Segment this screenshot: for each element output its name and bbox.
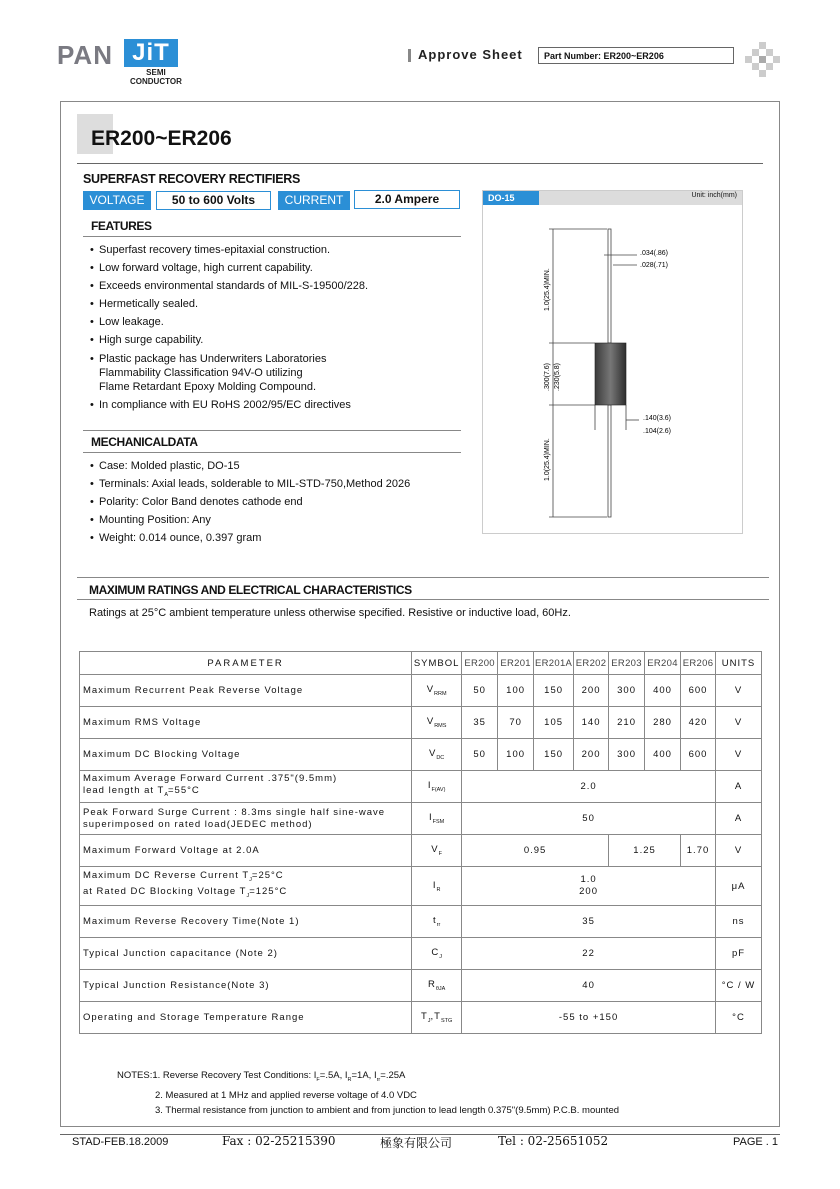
list-item: • Hermetically sealed. — [90, 298, 199, 310]
mechanical-divider-top — [83, 430, 461, 431]
param-cell: Typical Junction capacitance (Note 2) — [80, 938, 412, 970]
logo-conductor-line: CONDUCTOR — [130, 77, 182, 86]
approve-sheet-label: Approve Sheet — [418, 47, 523, 62]
value-cell: 100 — [498, 739, 534, 771]
symbol-cell: $T_J,T_{STG}$ — [412, 1002, 462, 1034]
unit-cell: V — [716, 675, 762, 707]
value-cell: 400 — [645, 739, 681, 771]
mechanical-divider — [83, 452, 461, 453]
list-item: • High surge capability. — [90, 334, 204, 346]
title-divider — [77, 163, 763, 164]
table-row — [80, 906, 762, 938]
param-cell: Maximum Average Forward Current .375"(9.5mm) lead length at $T_A=55^\circ C$ — [80, 771, 412, 803]
list-item: • Superfast recovery times-epitaxial construction. — [90, 244, 331, 256]
symbol-cell: $t_{rr}$ — [412, 906, 462, 938]
body-length-min: .230(5.8) — [554, 362, 561, 391]
note-2: 2. Measured at 1 MHz and applied reverse voltage of 4.0 VDC — [155, 1090, 417, 1101]
value-cell: 400 — [645, 675, 681, 707]
ratings-heading: MAXIMUM RATINGS AND ELECTRICAL CHARACTERISTICS — [89, 583, 412, 597]
value-cell: 150 — [534, 675, 574, 707]
value-cell: 210 — [609, 707, 645, 739]
value-cell: 1.25 — [609, 835, 681, 867]
value-cell: 50 — [462, 803, 716, 835]
symbol-cell: $V_{RRM}$ — [412, 675, 462, 707]
logo-semi-line: SEMI — [146, 68, 166, 77]
table-row — [80, 771, 762, 803]
param-cell: Typical Junction Resistance(Note 3) — [80, 970, 412, 1002]
body-dia-max: .140(3.6) — [643, 415, 672, 422]
table-row — [80, 970, 762, 1002]
list-item: • Weight: 0.014 ounce, 0.397 gram — [90, 532, 262, 544]
table-header-row — [80, 652, 762, 675]
value-cell: 22 — [462, 938, 716, 970]
value-cell: 200 — [574, 675, 609, 707]
value-cell: 200 — [574, 739, 609, 771]
param-cell: Operating and Storage Temperature Range — [80, 1002, 412, 1034]
ratings-divider — [77, 599, 769, 600]
current-tag: CURRENT — [278, 191, 350, 210]
unit-cell: °C / W — [716, 970, 762, 1002]
col-header: ER200 — [462, 652, 498, 675]
ratings-note: Ratings at 25°C ambient temperature unless otherwise specified. Resistive or inductive load, 60Hz. — [89, 607, 571, 619]
decorative-squares — [745, 42, 781, 78]
value-cell: 600 — [681, 675, 716, 707]
param-cell: Maximum Recurrent Peak Reverse Voltage — [80, 675, 412, 707]
value-cell: 100 — [498, 675, 534, 707]
voltage-value: 50 to 600 Volts — [156, 191, 271, 210]
list-item: • Polarity: Color Band denotes cathode end — [90, 496, 303, 508]
doc-code: STAD-FEB.18.2009 — [72, 1136, 169, 1148]
notes — [117, 1068, 619, 1118]
table-row — [80, 739, 762, 771]
value-cell: 300 — [609, 739, 645, 771]
value-cell: 2.0 — [462, 771, 716, 803]
value-cell: 105 — [534, 707, 574, 739]
approve-sheet-marker — [408, 49, 411, 62]
package-name: DO-15 — [483, 191, 539, 205]
diagram-unit: Unit: inch(mm) — [691, 192, 737, 199]
param-cell: Maximum DC Reverse Current $T_J=25^\circ C$ at Rated DC Blocking Voltage $T_J=125^\circ C$ — [80, 867, 412, 906]
diagram-header — [483, 191, 742, 205]
col-header: ER201 — [498, 652, 534, 675]
unit-cell: ns — [716, 906, 762, 938]
unit-cell: pF — [716, 938, 762, 970]
table-row — [80, 675, 762, 707]
unit-cell: μA — [716, 867, 762, 906]
part-number-value: ER200~ER206 — [603, 51, 664, 61]
symbol-cell: $C_J$ — [412, 938, 462, 970]
lead-length-bottom: 1.0(25.4)MIN. — [544, 438, 551, 481]
list-item: • Mounting Position: Any — [90, 514, 211, 526]
list-item: • In compliance with EU RoHS 2002/95/EC directives — [90, 399, 351, 411]
current-value: 2.0 Ampere — [354, 190, 460, 209]
unit-cell: A — [716, 803, 762, 835]
table-row — [80, 867, 762, 906]
fax-number: Fax : 02-25215390 — [222, 1134, 336, 1148]
value-cell: 420 — [681, 707, 716, 739]
ratings-table — [79, 651, 762, 1034]
value-cell: 40 — [462, 970, 716, 1002]
param-cell: Maximum Reverse Recovery Time(Note 1) — [80, 906, 412, 938]
value-cell: 1.0 200 — [462, 867, 716, 906]
value-cell: 600 — [681, 739, 716, 771]
list-item: • Terminals: Axial leads, solderable to MIL-STD-750,Method 2026 — [90, 478, 411, 490]
tel-number: Tel : 02-25651052 — [498, 1134, 609, 1148]
value-cell: 50 — [462, 739, 498, 771]
col-header: ER206 — [681, 652, 716, 675]
col-header: ER201A — [534, 652, 574, 675]
unit-cell: A — [716, 771, 762, 803]
features-heading: FEATURES — [91, 219, 152, 233]
table-row — [80, 938, 762, 970]
part-number-label: Part Number: — [544, 51, 602, 61]
list-item: • Case: Molded plastic, DO-15 — [90, 460, 240, 472]
value-cell: 50 — [462, 675, 498, 707]
param-cell: Peak Forward Surge Current : 8.3ms single half sine-wave superimposed on rated load(JEDEC method) — [80, 803, 412, 835]
table-row — [80, 835, 762, 867]
symbol-cell: $I_{F(AV)}$ — [412, 771, 462, 803]
param-cell: Maximum Forward Voltage at 2.0A — [80, 835, 412, 867]
list-item: • Exceeds environmental standards of MIL-S-19500/228. — [90, 280, 369, 292]
company-name: 極象有限公司 — [380, 1136, 453, 1150]
param-cell: Maximum RMS Voltage — [80, 707, 412, 739]
unit-cell: V — [716, 835, 762, 867]
diode-body — [595, 343, 626, 405]
ratings-divider-top — [77, 577, 769, 578]
col-header: ER204 — [645, 652, 681, 675]
col-header: UNITS — [716, 652, 762, 675]
features-list — [90, 244, 469, 414]
symbol-cell: $V_F$ — [412, 835, 462, 867]
page-number: PAGE . 1 — [733, 1136, 779, 1148]
do15-outline-drawing — [483, 205, 742, 533]
col-header: SYMBOL — [412, 652, 462, 675]
note-1: NOTES:1. Reverse Recovery Test Conditions: $I_F=.5A$, $I_R=1A$, $I_{rr}=.25A$ — [117, 1070, 406, 1083]
lead-length-top: 1.0(25.4)MIN. — [544, 268, 551, 311]
mechanical-list — [90, 460, 469, 550]
body-length-max: .300(7.6) — [544, 362, 551, 391]
list-item: • Low forward voltage, high current capability. — [90, 262, 313, 274]
value-cell: 0.95 — [462, 835, 609, 867]
logo-jit-badge: JiT — [124, 39, 178, 67]
value-cell: 35 — [462, 906, 716, 938]
table-row — [80, 707, 762, 739]
symbol-cell: $I_{FSM}$ — [412, 803, 462, 835]
table-row — [80, 803, 762, 835]
col-header: ER203 — [609, 652, 645, 675]
symbol-cell: $V_{DC}$ — [412, 739, 462, 771]
product-subtitle: SUPERFAST RECOVERY RECTIFIERS — [83, 172, 301, 186]
symbol-cell: $R_{\theta JA}$ — [412, 970, 462, 1002]
list-item: • Low leakage. — [90, 316, 164, 328]
symbol-cell: $I_R$ — [412, 867, 462, 906]
value-cell: 35 — [462, 707, 498, 739]
value-cell: 140 — [574, 707, 609, 739]
value-cell: 300 — [609, 675, 645, 707]
note-3: 3. Thermal resistance from junction to ambient and from junction to lead length 0.375"(9.5mm) P.C.B. mounted — [155, 1105, 620, 1116]
voltage-tag: VOLTAGE — [83, 191, 151, 210]
list-item: • Plastic package has Underwriters Laboratories Flammability Classification 94V-O utilizing Flame Retardant Epoxy Molding Compound. — [90, 353, 327, 393]
part-number-box — [538, 47, 734, 64]
unit-cell: V — [716, 739, 762, 771]
col-header: PARAMETER — [80, 652, 412, 675]
col-header: ER202 — [574, 652, 609, 675]
param-cell: Maximum DC Blocking Voltage — [80, 739, 412, 771]
page-title: ER200~ER206 — [91, 127, 232, 150]
mechanical-heading: MECHANICALDATA — [91, 435, 198, 449]
value-cell: -55 to +150 — [462, 1002, 716, 1034]
table-row — [80, 1002, 762, 1034]
symbol-cell: $V_{RMS}$ — [412, 707, 462, 739]
value-cell: 280 — [645, 707, 681, 739]
value-cell: 150 — [534, 739, 574, 771]
features-divider — [83, 236, 461, 237]
logo-pan-text: PAN — [57, 40, 113, 70]
unit-cell: V — [716, 707, 762, 739]
logo-semiconductor — [130, 68, 182, 86]
body-dia-min: .104(2.6) — [643, 428, 672, 435]
lead-dia-max: .034(.86) — [640, 250, 669, 257]
value-cell: 1.70 — [681, 835, 716, 867]
unit-cell: °C — [716, 1002, 762, 1034]
lead-dia-min: .028(.71) — [640, 262, 669, 269]
value-cell: 70 — [498, 707, 534, 739]
